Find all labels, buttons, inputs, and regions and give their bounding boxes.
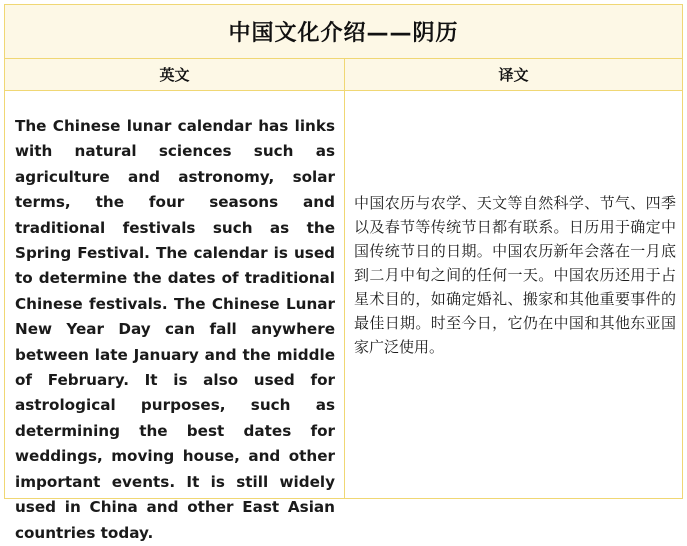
column-divider <box>344 91 345 498</box>
title-row <box>5 5 682 59</box>
page-title: 中国文化介绍——阴历 <box>228 21 459 46</box>
header-translation: 译文 <box>498 66 529 84</box>
header-english: 英文 <box>5 59 345 90</box>
content-table <box>4 4 683 542</box>
chinese-text: 中国农历与农学、天文等自然科学、节气、四季以及春节等传统节日都有联系。日历用于确定中国传统节日的日期。中国农历新年会落在一月底到二月中旬之间的任何一天。中国农历还用于占星术目的，如确定婚礼、搬家和其他重要事件的最佳日期。时至今日，它仍在中国和其他东亚国家广泛使用。 <box>354 194 676 356</box>
english-text: The Chinese lunar calendar has links with natural sciences such as agriculture and astronomy, solar terms, the four seasons and traditional festivals such as the Spring Festival. The calendar is used to determine the dates of traditional Chinese festivals. The Chinese Lunar New Year Day can fall anywhere between late January and the middle of February. It is also used for astrological purposes, such as determining the best dates for weddings, moving house, and other important events. It is still widely used in China and other East Asian countries today. <box>15 117 335 542</box>
body-row <box>5 91 682 542</box>
header-row <box>5 59 682 91</box>
